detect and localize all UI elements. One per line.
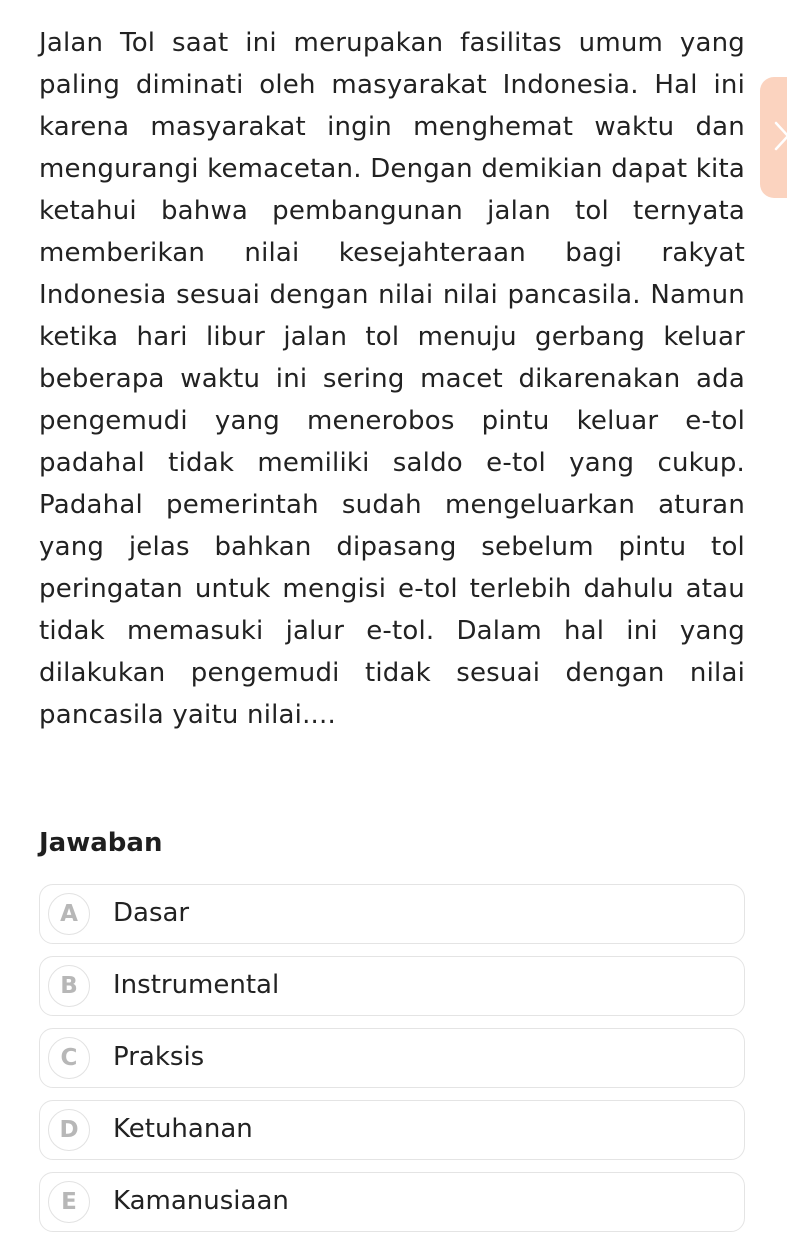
answer-heading: Jawaban xyxy=(39,828,163,858)
option-letter-badge: D xyxy=(48,1109,90,1151)
option-letter-badge: A xyxy=(48,893,90,935)
question-text: Jalan Tol saat ini merupakan fasilitas umum yang paling diminati oleh masyarakat Indonesia. Hal ini karena masyarakat ingin menghemat waktu dan mengurangi kemacetan. Dengan demikian dapat kita ketahui bahwa pembangunan jalan tol ternyata memberikan nilai kesejahteraan bagi rakyat Indonesia sesuai dengan nilai nilai pancasila. Namun ketika hari libur jalan tol menuju gerbang keluar beberapa waktu ini sering macet dikarenakan ada pengemudi yang menerobos pintu keluar e-tol padahal tidak memiliki saldo e-tol yang cukup. Padahal pemerintah sudah mengeluarkan aturan yang jelas bahkan dipasang sebelum pintu tol peringatan untuk mengisi e-tol terlebih dahulu atau tidak memasuki jalur e-tol. Dalam hal ini yang dilakukan pengemudi tidak sesuai dengan nilai pancasila yaitu nilai.... xyxy=(39,28,745,730)
answer-option-d[interactable] xyxy=(39,1100,745,1160)
answer-option-e[interactable] xyxy=(39,1172,745,1232)
option-label: Ketuhanan xyxy=(113,1114,253,1144)
option-letter-badge: E xyxy=(48,1181,90,1223)
chevron-right-icon xyxy=(774,121,787,151)
answer-option-a[interactable] xyxy=(39,884,745,944)
option-letter-badge: C xyxy=(48,1037,90,1079)
option-label: Dasar xyxy=(113,898,190,928)
option-label: Praksis xyxy=(113,1042,205,1072)
side-panel-tab[interactable] xyxy=(760,77,787,198)
answer-option-b[interactable] xyxy=(39,956,745,1016)
option-letter-badge: B xyxy=(48,965,90,1007)
answer-options xyxy=(39,884,745,1244)
answer-option-c[interactable] xyxy=(39,1028,745,1088)
option-label: Instrumental xyxy=(113,970,280,1000)
option-label: Kamanusiaan xyxy=(113,1186,289,1216)
